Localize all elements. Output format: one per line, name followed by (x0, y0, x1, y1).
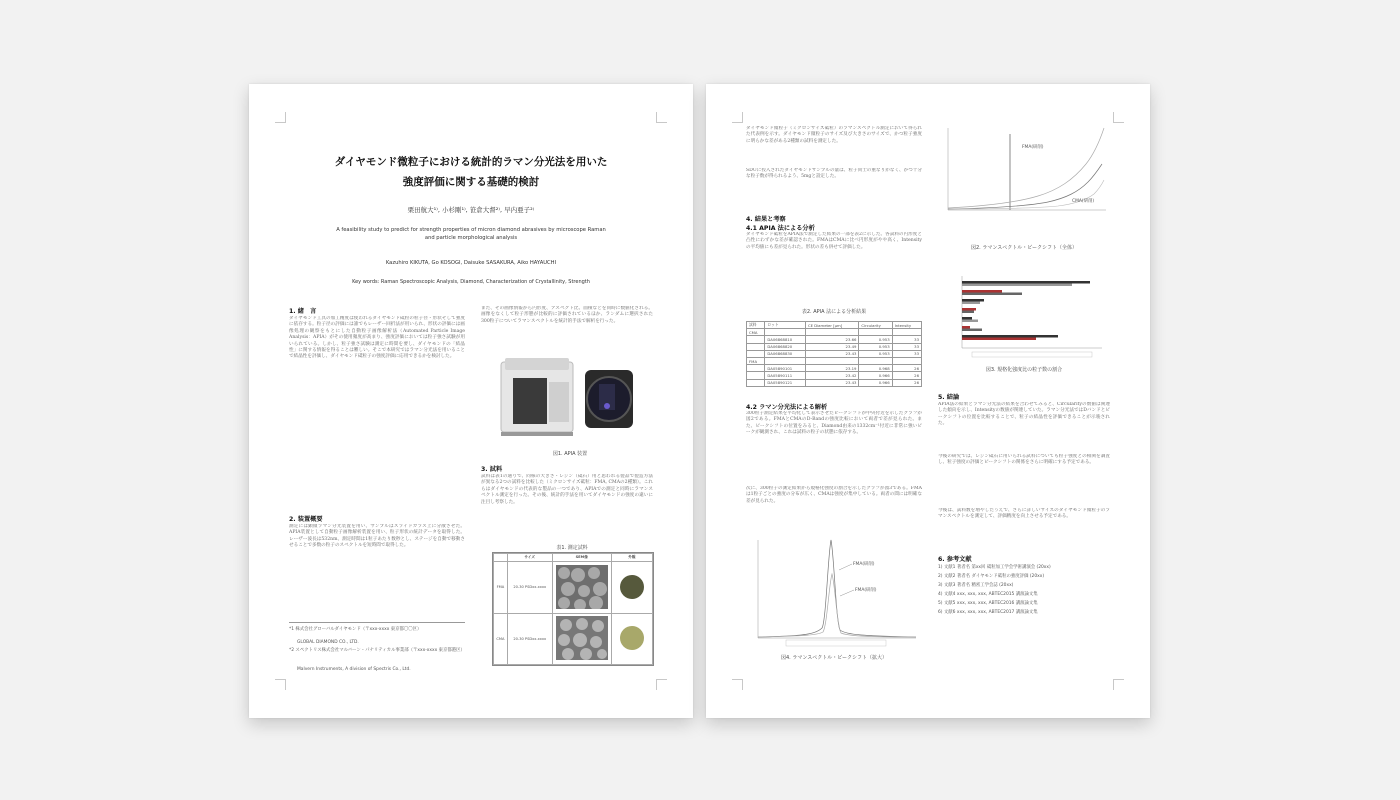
title-en-line2: and particle morphological analysis (424, 235, 518, 241)
section-heading: 1. 緒 言 (289, 308, 317, 315)
section-body: 測定には顕微ラマン分光装置を用い、サンプルはスライドガラス上に分散させた。APIA装置として自動粒子画像解析装置を用い、粒子形状の統計データを取得した。レーザー波長は532nm、測定時間は1粒子あたり数秒とし、ステージを自動で移動させることで多数の粒子のスペクトルを短時間で取得した。 (289, 524, 465, 549)
table-cell (892, 357, 921, 364)
footnote: GLOBAL DIAMOND CO., LTD. (297, 640, 359, 645)
table-cell: 26 (892, 379, 921, 386)
figure-caption: 図3. 規格化強度比の粒子数の割合 (985, 367, 1063, 373)
table-cell: 0.966 (859, 379, 892, 386)
appearance-image (611, 613, 652, 665)
paper-title-line2: 強度評価に関する基礎的検討 (402, 176, 540, 188)
table-cell (747, 343, 765, 350)
subsection-heading: 4.2 ラマン分光法による解析 (746, 404, 828, 411)
crop-mark (1113, 679, 1124, 690)
table-cell: 33 (892, 350, 921, 357)
table-cell (859, 329, 892, 336)
table-cell: CMA (494, 613, 508, 665)
table-cell (747, 365, 765, 372)
table-caption: 表2. APIA 法による分析結果 (801, 309, 867, 315)
table-row (747, 379, 922, 386)
table-cell: 20-30 PSDxx-xxxx (507, 562, 552, 614)
table-cell (859, 357, 892, 364)
table-header: Intensity (892, 322, 921, 329)
section-heading: 6. 参考文献 (938, 556, 972, 563)
crop-mark (275, 112, 286, 123)
table-cell: 0.953 (859, 350, 892, 357)
reference-item: 2) 文献2 著者名 ダイヤモンド砥粒の強度評価 (20xx) (938, 574, 1045, 579)
table-cell: FMA (747, 357, 765, 364)
table-row (747, 365, 922, 372)
table-cell: DA06868820 (765, 343, 806, 350)
table-cell (747, 372, 765, 379)
figure-caption: 図2. ラマンスペクトル・ピークシフト（全体） (970, 245, 1077, 251)
figure-caption: 図4. ラマンスペクトル・ピークシフト（拡大） (780, 655, 887, 661)
chart-series-label: FMA(研削) (855, 588, 877, 593)
table-header: 外観 (611, 554, 652, 562)
footnote: Malvern Instruments, A division of Spectris Co., Ltd. (297, 667, 411, 672)
authors-jp: 栗田航大¹⁾, 小杉剛¹⁾, 笹倉大督²⁾, 早内亜子²⁾ (407, 206, 535, 214)
section-heading: 3. 試料 (481, 466, 503, 473)
section-body: ダイヤモンド工具の加工精度は使われるダイヤモンド砥粒の粒子径・形状そして強度に依存する。粒子径の評価には誰でもレーザー回折法が用いられ、形状の評価には画像処理の観察をもとにした自動粒子画像解析法（Automated Particle Image Analysis：APIA）がその使用頻度が高まり、強度評価においては粒子強さ試験が用いられている。しかし、粒子強さ試験は測定に時間を要し、ダイヤモンドの「結晶性」に関する情報を得ることは難しい。そこで本研究ではラマン分光法を用いることで結晶性を評価し、ダイヤモンド砥粒子の強度評価に応用できるかを検討した。 (289, 316, 465, 360)
table-caption: 表1. 測定試料 (556, 545, 588, 551)
table-cell: 23.19 (805, 365, 858, 372)
table-cell: DA05890111 (765, 372, 806, 379)
section-body: また、その画像情報から円形度、アスペクト比、面積などを同時に数値化される。画像をなくして粒子形態が比較的に評価されているほか、ランダムに選択された300粒子についてラマンスペクトルを統計的手法で解析を行った。 (481, 306, 653, 324)
crop-mark (732, 112, 743, 123)
table-cell: DA06868810 (765, 336, 806, 343)
right-page (706, 84, 1150, 718)
table-row (494, 613, 653, 665)
table-cell: DA06868830 (765, 350, 806, 357)
reference-item: 6) 文献6 xxx, xxx, xxx, ABTEC2017 講演論文集 (938, 610, 1038, 615)
table-cell: 33 (892, 343, 921, 350)
reference-item: 5) 文献5 xxx, xxx, xxx, ABTEC2016 講演論文集 (938, 601, 1038, 606)
table-header: 試料 (747, 322, 765, 329)
section-heading: 4. 結果と考察 (746, 216, 786, 223)
appearance-image (611, 562, 652, 614)
table-row (747, 350, 922, 357)
table-cell: CMA (747, 329, 765, 336)
chart-series-label: FMA(研削) (1022, 145, 1044, 150)
paper-title-line1: ダイヤモンド微粒子における統計的ラマン分光法を用いた (334, 156, 608, 168)
table-cell (747, 336, 765, 343)
footnote-divider (289, 622, 465, 623)
section-body: 今後は、試料数を増やしたうえで、さらに詳しいサイズのダイヤモンド微粒子のラマンスペクトルを測定して、評価精度を向上させる予定である。 (938, 508, 1110, 520)
table-cell: FMA (494, 562, 508, 614)
table-cell (747, 350, 765, 357)
table-header: CE Diameter [μm] (805, 322, 858, 329)
table-cell: 26 (892, 365, 921, 372)
section-body: SDUに投入されたダイヤモンドサンプルの量は、粒子同士の重なりがなく、かつ十分な粒子数が得られるよう、5mgと設定した。 (746, 168, 922, 180)
authors-en: Kazuhiro KIKUTA, Go KOSOGI, Daisuke SASAKURA, Aiko HAYAUCHI (385, 260, 557, 266)
sem-image (552, 562, 611, 614)
table-cell: 23.43 (805, 379, 858, 386)
sem-image (552, 613, 611, 665)
table-row (747, 372, 922, 379)
apia-results-table (746, 321, 922, 387)
chart-series-label: FMA(研削) (853, 562, 875, 567)
table-cell (765, 357, 806, 364)
table-cell: DA05890101 (765, 365, 806, 372)
reference-item: 3) 文献3 著者名 精密工学会誌 (20xx) (938, 583, 1014, 588)
table-header: SEM像 (552, 554, 611, 562)
table-cell: 0.966 (859, 372, 892, 379)
table-row (494, 562, 653, 614)
table-row (747, 357, 922, 364)
crop-mark (656, 112, 667, 123)
sample-table (492, 552, 654, 666)
footnote: *2 スペクトリス株式会社マルバーン・パナリティカル事業部（〒xxx-xxxx 東京都港区） (289, 648, 465, 653)
section-heading: 2. 装置概要 (289, 516, 323, 523)
apia-instrument-photo (495, 352, 645, 444)
crop-mark (1113, 112, 1124, 123)
section-heading: 5. 結論 (938, 394, 960, 401)
crop-mark (275, 679, 286, 690)
table-cell: 23.49 (805, 343, 858, 350)
table-header: Circularity (859, 322, 892, 329)
table-cell (892, 329, 921, 336)
table-cell: 23.66 (805, 336, 858, 343)
table-row (747, 336, 922, 343)
left-page (249, 84, 693, 718)
subsection-heading: 4.1 APIA 法による分析 (746, 225, 815, 232)
table-cell (747, 379, 765, 386)
table-cell: 26 (892, 372, 921, 379)
figure-caption: 図1. APIA 装置 (552, 451, 588, 457)
section-body: 次に、300粒子の測定結果から規格化強度の割合を示したグラフが図3である。FMAは1粒子ごとの強度の分布が広く、CMAは強度が集中している。両者の間には明確な差が見られた。 (746, 486, 922, 504)
table-cell: 33 (892, 336, 921, 343)
table-cell (805, 357, 858, 364)
table-cell: DA05890121 (765, 379, 806, 386)
crop-mark (732, 679, 743, 690)
keywords: Key words: Raman Spectroscopic Analysis, Diamond, Characterization of Crystallinity, Strength (352, 279, 590, 285)
reference-item: 4) 文献4 xxx, xxx, xxx, ABTEC2015 講演論文集 (938, 592, 1038, 597)
section-body: ダイヤモンド微粒子（ミクロンサイズ砥粒）のラマンスペクトル測定において得られた代表例を示す。ダイヤモンド微粒子のサイズ及び大きさのサイズで、かつ粒子強度に明らかな差がある2種類の試料を測定した。 (746, 126, 922, 144)
table-cell: 0.953 (859, 343, 892, 350)
table-cell (765, 329, 806, 336)
table-cell (805, 329, 858, 336)
table-header: ロット (765, 322, 806, 329)
section-body: 試料は表1の通りで、同様の大きさ・レジン（砥石）用と思われる製品で製造方法が異なる2つの試料を比較した（ミクロンサイズ砥粒：FMA, CMAの2種類）。これらはダイヤモンドの代表的な製品の一つであり、APIAでの測定と同時にラマンスペクトル測定を行った。その後、統計的手法を用いてダイヤモンドの強度の違いに注目し考察した。 (481, 474, 653, 505)
footnote: *1 株式会社グローバルダイヤモンド（〒xxx-xxxx 東京都〇〇区） (289, 627, 422, 632)
table-row (747, 329, 922, 336)
crop-mark (656, 679, 667, 690)
title-en-line1: A feasibility study to predict for strength properties of micron diamond abrasives by microscope Raman (336, 227, 606, 233)
intensity-ratio-bar-chart (938, 264, 1110, 360)
table-cell: 0.953 (859, 336, 892, 343)
section-body: 今後の研究では、レジン砥石に用いられる試料についても粒子強度との相関を調査し、粒子強度の評価とピークシフトの関係をさらに明確にする予定である。 (938, 454, 1110, 466)
chart-series-label: CMA(研削) (1072, 199, 1095, 204)
section-body: APIA法の結果とラマン分光法の結果を合わせてみると、Circularityの数値は関連した傾向を示し、Intensityの数値が関連していた。ラマン分光法ではDバンドとピークシフトの位置を比較することで、粒子の結晶性を評価できることが示唆された。 (938, 402, 1110, 427)
section-body: 300粒子測定結果を平均化して表示させたピークシフトが中央付近を示したグラフが図2である。FMAとCMAのD-Bandの強度比較において両者で差が見られた。また、ピークシフトの位置をみると、Diamond由来の1332cm⁻¹付近に非常に強いピークが観測され、これは試料の粒子の状態に依存する。 (746, 411, 922, 436)
reference-item: 1) 文献1 著者名 第xx回 砥粒加工学会学術講演会 (20xx) (938, 565, 1051, 570)
table-header: サイズ (507, 554, 552, 562)
table-cell: 23.43 (805, 350, 858, 357)
section-body: ダイヤモンド砥粒をAPIA法で測定した結果の一部を表2に示した。各試料の円形度と凸性にわずかな差が確認された。FMAはCMAに比べ円形度がやや高く、Intensityの平均値にも差が見られた。形状の差も併せて評価した。 (746, 232, 922, 250)
table-row (747, 343, 922, 350)
table-header (494, 554, 508, 562)
raman-spectrum-zoom-chart (746, 534, 922, 652)
table-cell: 0.968 (859, 365, 892, 372)
table-cell: 23.42 (805, 372, 858, 379)
table-cell: 20-30 PSDxx-xxxx (507, 613, 552, 665)
